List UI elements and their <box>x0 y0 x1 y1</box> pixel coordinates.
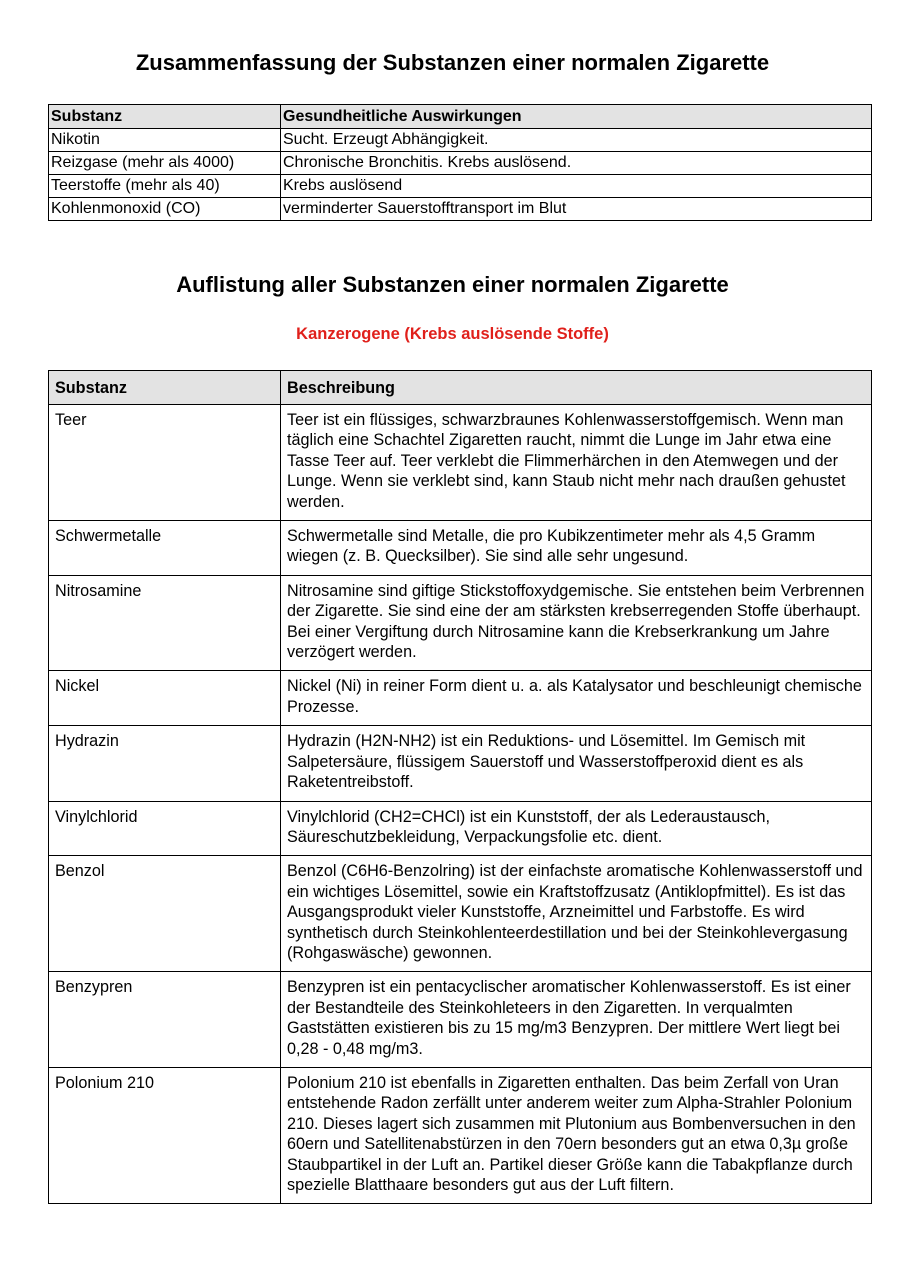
table-row <box>49 726 872 801</box>
table-row <box>49 1067 872 1203</box>
table-row <box>49 152 872 175</box>
table-row <box>49 405 872 521</box>
table-row <box>49 521 872 576</box>
detail-header-description: Beschreibung <box>281 371 872 405</box>
carcinogens-subtitle: Kanzerogene (Krebs auslösende Stoffe) <box>296 325 609 343</box>
summary-title: Zusammenfassung der Substanzen einer normalen Zigarette <box>135 50 770 75</box>
description-cell: Vinylchlorid (CH2=CHCl) ist ein Kunststoff, der als Lederaustausch, Säureschutzbekleidung, Verpackungsfolie etc. dient. <box>281 801 872 856</box>
substance-cell: Teer <box>49 405 281 521</box>
detail-table <box>48 370 872 1204</box>
description-cell: Nitrosamine sind giftige Stickstoffoxydgemische. Sie entstehen beim Verbrennen der Zigarette. Sie sind eine der am stärksten krebserregenden Stoffe überhaupt. Bei einer Vergiftung durch Nitrosamine kann die Krebserkrankung um Jahre verzögert werden. <box>281 575 872 671</box>
table-row <box>49 129 872 152</box>
substance-cell: Nickel <box>49 671 281 726</box>
table-row <box>49 175 872 198</box>
substance-cell: Nikotin <box>49 129 281 152</box>
substance-cell: Reizgase (mehr als 4000) <box>49 152 281 175</box>
detail-header-substance: Substanz <box>49 371 281 405</box>
substance-cell: Kohlenmonoxid (CO) <box>49 198 281 221</box>
description-cell: Hydrazin (H2N-NH2) ist ein Reduktions- und Lösemittel. Im Gemisch mit Salpetersäure, flüssigem Sauerstoff und Wasserstoffperoxid dient es als Raketentreibstoff. <box>281 726 872 801</box>
substance-cell: Hydrazin <box>49 726 281 801</box>
table-row <box>49 972 872 1068</box>
description-cell: Benzypren ist ein pentacyclischer aromatischer Kohlenwasserstoff. Es ist einer der Bestandteile des Steinkohleteers in den Zigaretten. In verqualmten Gaststätten existieren bis zu 15 mg/m3 Benzypren. Der mittlere Wert liegt bei 0,28 - 0,48 mg/m3. <box>281 972 872 1068</box>
table-row <box>49 575 872 671</box>
table-row <box>49 198 872 221</box>
description-cell: Schwermetalle sind Metalle, die pro Kubikzentimeter mehr als 4,5 Gramm wiegen (z. B. Quecksilber). Sie sind alle sehr ungesund. <box>281 521 872 576</box>
effect-cell: verminderter Sauerstofftransport im Blut <box>281 198 872 221</box>
table-row <box>49 671 872 726</box>
effect-cell: Chronische Bronchitis. Krebs auslösend. <box>281 152 872 175</box>
description-cell: Polonium 210 ist ebenfalls in Zigaretten enthalten. Das beim Zerfall von Uran entstehende Radon zerfällt unter anderem weiter zum Alpha-Strahler Polonium 210. Dieses lagert sich zusammen mit Plutonium aus Bombenversuchen in den 60ern und Satellitenabstürzen in den 70ern besonders gut an etwa 0,3µ große Staubpartikel in der Luft an. Partikel dieser Größe kann die Tabakpflanze durch spezielle Blatthaare besonders gut aus der Luft filtern. <box>281 1067 872 1203</box>
summary-header-row <box>49 105 872 129</box>
substance-cell: Benzol <box>49 856 281 972</box>
description-cell: Nickel (Ni) in reiner Form dient u. a. als Katalysator und beschleunigt chemische Prozesse. <box>281 671 872 726</box>
substance-cell: Teerstoffe (mehr als 40) <box>49 175 281 198</box>
detail-header-row <box>49 371 872 405</box>
substance-cell: Vinylchlorid <box>49 801 281 856</box>
list-title: Auflistung aller Substanzen einer normalen Zigarette <box>176 272 729 297</box>
substance-cell: Benzypren <box>49 972 281 1068</box>
effect-cell: Sucht. Erzeugt Abhängigkeit. <box>281 129 872 152</box>
effect-cell: Krebs auslösend <box>281 175 872 198</box>
summary-header-substance: Substanz <box>49 105 281 129</box>
description-cell: Benzol (C6H6-Benzolring) ist der einfachste aromatische Kohlenwasserstoff und ein wichtiges Lösemittel, sowie ein Kraftstoffzusatz (Antiklopfmittel). Es ist das Ausgangsprodukt vieler Kunststoffe, Arzneimittel und Farbstoffe. Es wird synthetisch durch Steinkohlenteerdestillation und bei der Steinkohlevergasung (Rohgaswäsche) gewonnen. <box>281 856 872 972</box>
substance-cell: Schwermetalle <box>49 521 281 576</box>
table-row <box>49 801 872 856</box>
description-cell: Teer ist ein flüssiges, schwarzbraunes Kohlenwasserstoffgemisch. Wenn man täglich eine Schachtel Zigaretten raucht, nimmt die Lunge im Jahr etwa eine Tasse Teer auf. Teer verklebt die Flimmerhärchen in den Atemwegen und der Lunge. Wenn sie verklebt sind, kann Staub nicht mehr nach draußen gehustet werden. <box>281 405 872 521</box>
substance-cell: Polonium 210 <box>49 1067 281 1203</box>
summary-header-effects: Gesundheitliche Auswirkungen <box>281 105 872 129</box>
table-row <box>49 856 872 972</box>
substance-cell: Nitrosamine <box>49 575 281 671</box>
summary-table <box>48 104 872 221</box>
